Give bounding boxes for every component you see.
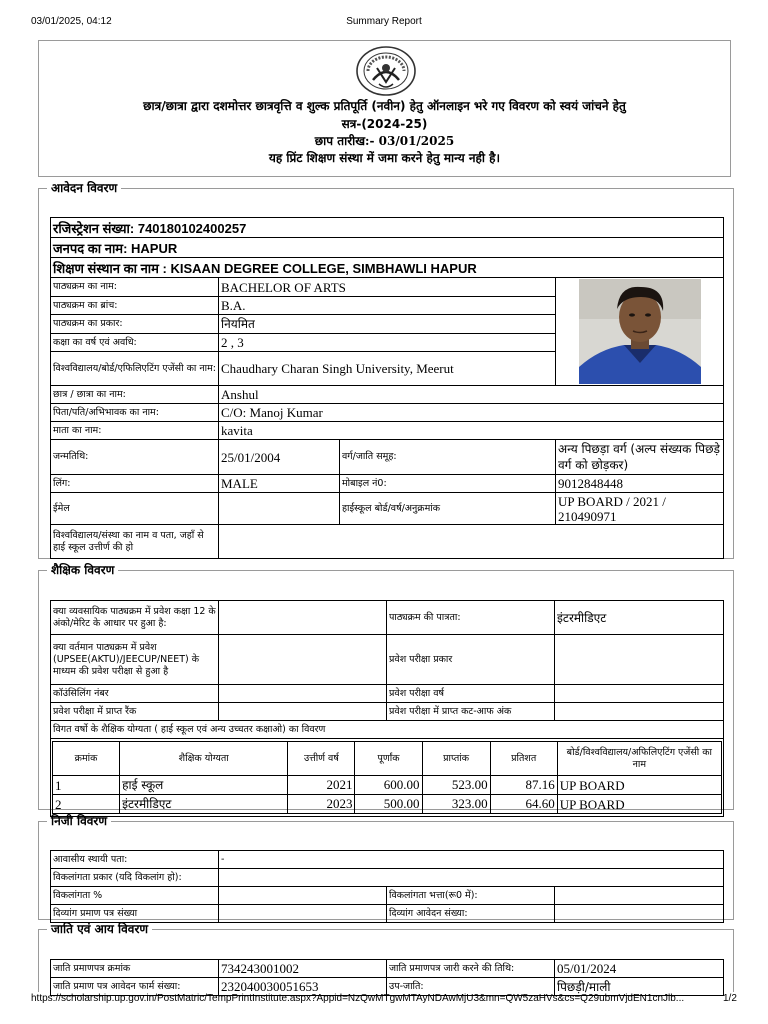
district-name: जनपद का नाम: HAPUR (51, 238, 724, 258)
row1-serial: 1 (53, 776, 120, 795)
father-name: C/O: Manoj Kumar (219, 404, 724, 422)
caste-group: अन्य पिछड़ा वर्ग (अल्प संख्यक पिछड़े वर्ग को छोड़कर) (556, 440, 724, 475)
print-title: Summary Report (346, 16, 422, 27)
col-max-marks: पूर्णांक (355, 742, 422, 776)
university-label: विश्वविद्यालय/बोर्ड/एफिलिएटिंग एजेंसी का नाम: (51, 352, 219, 386)
caste-form-number: 232040030051653 (219, 978, 387, 996)
exam-type-label: प्रवेश परीक्षा प्रकार (387, 635, 555, 685)
personal-section (38, 814, 734, 920)
exam-year-value (555, 685, 724, 703)
course-name: BACHELOR OF ARTS (219, 278, 556, 297)
table-row (53, 776, 722, 795)
disability-cert-value (219, 905, 387, 923)
col-obtained-marks: प्राप्तांक (422, 742, 490, 776)
student-name: Anshul (219, 386, 724, 404)
row1-percent: 87.16 (490, 776, 557, 795)
row2-qualification: इंटरमीडिएट (120, 795, 288, 814)
mobile-label: मोबाइल नं0: (340, 475, 556, 493)
col-percentage: प्रतिशत (490, 742, 557, 776)
course-type: नियमित (219, 315, 556, 334)
year-label: कक्षा का वर्ष एवं अवधि: (51, 334, 219, 352)
education-legend: शैक्षिक विवरण (51, 563, 115, 577)
course-branch: B.A. (219, 297, 556, 315)
caste-cert-number: 734243001002 (219, 960, 387, 978)
exam-year-label: प्रवेश परीक्षा वर्ष (387, 685, 555, 703)
disability-type-label: विकलांगता प्रकार (यदि विकलांग हो): (51, 869, 219, 887)
caste-cert-number-label: जाति प्रमाणपत्र क्रमांक (51, 960, 219, 978)
caste-group-label: वर्ग/जाति समूह: (340, 440, 556, 475)
row1-year: 2021 (288, 776, 355, 795)
application-legend: आवेदन विवरण (51, 181, 118, 195)
entrance-admission-value (219, 635, 387, 685)
mother-name: kavita (219, 422, 724, 440)
application-table (50, 217, 724, 559)
disability-percent-label: विकलांगता % (51, 887, 219, 905)
caste-cert-date-label: जाति प्रमाणपत्र जारी करने की तिथि: (387, 960, 555, 978)
highschool-label: हाईस्कूल बोर्ड/वर्ष/अनुक्रमांक (340, 493, 556, 525)
title-block (38, 40, 731, 177)
dob-label: जन्मतिथि: (51, 440, 219, 475)
cutoff-value (555, 703, 724, 721)
eligibility-value: इंटरमीडिएट (555, 601, 724, 635)
disability-application-label: दिव्यांग आवेदन संख्या: (387, 905, 555, 923)
rank-label: प्रवेश परीक्षा में प्राप्त रैंक (51, 703, 219, 721)
dob-value: 25/01/2004 (219, 440, 340, 475)
title-line-1: छात्र/छात्रा द्वारा दशमोत्तर छात्रवृत्ति व शुल्क प्रतिपूर्ति (नवीन) हेतु ऑनलाइन भरे गए विवरण को स्वयं जांचने हेतु (143, 99, 626, 113)
cutoff-label: प्रवेश परीक्षा में प्राप्त कट-आफ अंक (387, 703, 555, 721)
caste-cert-date: 05/01/2024 (555, 960, 724, 978)
institution-name: शिक्षण संस्थान का नाम : KISAAN DEGREE COLLEGE, SIMBHAWLI HAPUR (51, 258, 724, 278)
table-row (53, 795, 722, 814)
counselling-label: कॉउंसिलिंग नंबर (51, 685, 219, 703)
disability-application-value (555, 905, 724, 923)
entrance-admission-label: क्या वर्तमान पाठ्यक्रम में प्रवेश (UPSEE(AKTU)/JEECUP/NEET) के माध्यम की प्रवेश परीक्षा से हुआ है (51, 635, 219, 685)
row2-serial: 2 (53, 795, 120, 814)
address-value: - (219, 851, 724, 869)
row2-percent: 64.60 (490, 795, 557, 814)
exam-type-value (555, 635, 724, 685)
disability-type-value (219, 869, 724, 887)
row1-obtained: 523.00 (422, 776, 490, 795)
father-name-label: पिता/पति/अभिभावक का नाम: (51, 404, 219, 422)
mobile-value: 9012848448 (556, 475, 724, 493)
col-qualification: शैक्षिक योग्यता (120, 742, 288, 776)
disability-allowance-value (555, 887, 724, 905)
caste-income-section (38, 922, 734, 992)
year-value: 2 , 3 (219, 334, 556, 352)
student-photo (579, 279, 701, 384)
subcaste-value: पिछड़ी/माली (555, 978, 724, 996)
row1-max: 600.00 (355, 776, 422, 795)
subcaste-label: उप-जाति: (387, 978, 555, 996)
gender-label: लिंग: (51, 475, 219, 493)
mother-name-label: माता का नाम: (51, 422, 219, 440)
page-number: 1/2 (723, 993, 737, 1004)
gender-value: MALE (219, 475, 340, 493)
student-name-label: छात्र / छात्रा का नाम: (51, 386, 219, 404)
student-photo-cell (556, 278, 724, 386)
title-note: यह प्रिंट शिक्षण संस्था में जमा करने हेतु मान्य नही है। (268, 151, 501, 165)
personal-table (50, 850, 724, 923)
history-caption: विगत वर्षो के शैक्षिक योग्यता ( हाई स्कूल एवं अन्य उच्चतर कक्षाओ) का विवरण (51, 721, 724, 739)
row1-qualification: हाई स्कूल (120, 776, 288, 795)
merit-admission-label: क्या व्यवसायिक पाठ्यक्रम में प्रवेश कक्षा 12 के अंको/मेरिट के आधार पर हुआ है: (51, 601, 219, 635)
row2-max: 500.00 (355, 795, 422, 814)
history-cell (51, 739, 724, 817)
disability-allowance-label: विकलांगता भत्ता(रू0 में): (387, 887, 555, 905)
row2-year: 2023 (288, 795, 355, 814)
application-section (38, 181, 734, 559)
course-branch-label: पाठ्यक्रम का ब्रांच: (51, 297, 219, 315)
disability-cert-label: दिव्यांग प्रमाण पत्र संख्या (51, 905, 219, 923)
row2-board: UP BOARD (557, 795, 721, 814)
hs-institute-value (219, 525, 724, 559)
counselling-value (219, 685, 387, 703)
print-url: https://scholarship.up.gov.in/PostMatric/TempPrintInstitute.aspx?Appid=NzQwMTgwMTAyNDAwMjU3&mn=QW5zaHVs&cs=Q29ubmVjdEN1cnJlb... (31, 993, 685, 1004)
up-government-emblem-icon (355, 46, 417, 96)
education-table (50, 600, 724, 817)
rank-value (219, 703, 387, 721)
course-name-label: पाठ्यक्रम का नाम: (51, 278, 219, 297)
course-type-label: पाठ्यक्रम का प्रकार: (51, 315, 219, 334)
email-label: ईमेल (51, 493, 219, 525)
highschool-value: UP BOARD / 2021 / 210490971 (556, 493, 724, 525)
registration-number: रजिस्ट्रेशन संख्या: 740180102400257 (51, 218, 724, 238)
caste-form-number-label: जाति प्रमाण पत्र आवेदन फार्म संख्या: (51, 978, 219, 996)
print-datetime: 03/01/2025, 04:12 (31, 16, 112, 27)
email-value (219, 493, 340, 525)
hs-institute-label: विश्वविद्यालय/संस्था का नाम व पता, जहाँ से हाई स्कूल उत्तीर्ण की हो (51, 525, 219, 559)
row2-obtained: 323.00 (422, 795, 490, 814)
title-print-date: छाप तारीख:- 03/01/2025 (314, 134, 455, 148)
education-section (38, 563, 734, 810)
address-label: आवासीय स्थायी पता: (51, 851, 219, 869)
eligibility-label: पाठ्यक्रम की पात्रता: (387, 601, 555, 635)
caste-income-table (50, 959, 724, 996)
caste-income-legend: जाति एवं आय विवरण (51, 922, 149, 936)
col-board: बोर्ड/विश्वविद्यालय/अफिलिएटिंग एजेंसी का नाम (557, 742, 721, 776)
col-pass-year: उत्तीर्ण वर्ष (288, 742, 355, 776)
col-serial: क्रमांक (53, 742, 120, 776)
merit-admission-value (219, 601, 387, 635)
disability-percent-value (219, 887, 387, 905)
qualification-table (52, 741, 722, 814)
row1-board: UP BOARD (557, 776, 721, 795)
university-name: Chaudhary Charan Singh University, Meerut (219, 352, 556, 386)
personal-legend: निजी विवरण (51, 814, 107, 828)
title-session: सत्र-(2024-25) (341, 117, 428, 131)
